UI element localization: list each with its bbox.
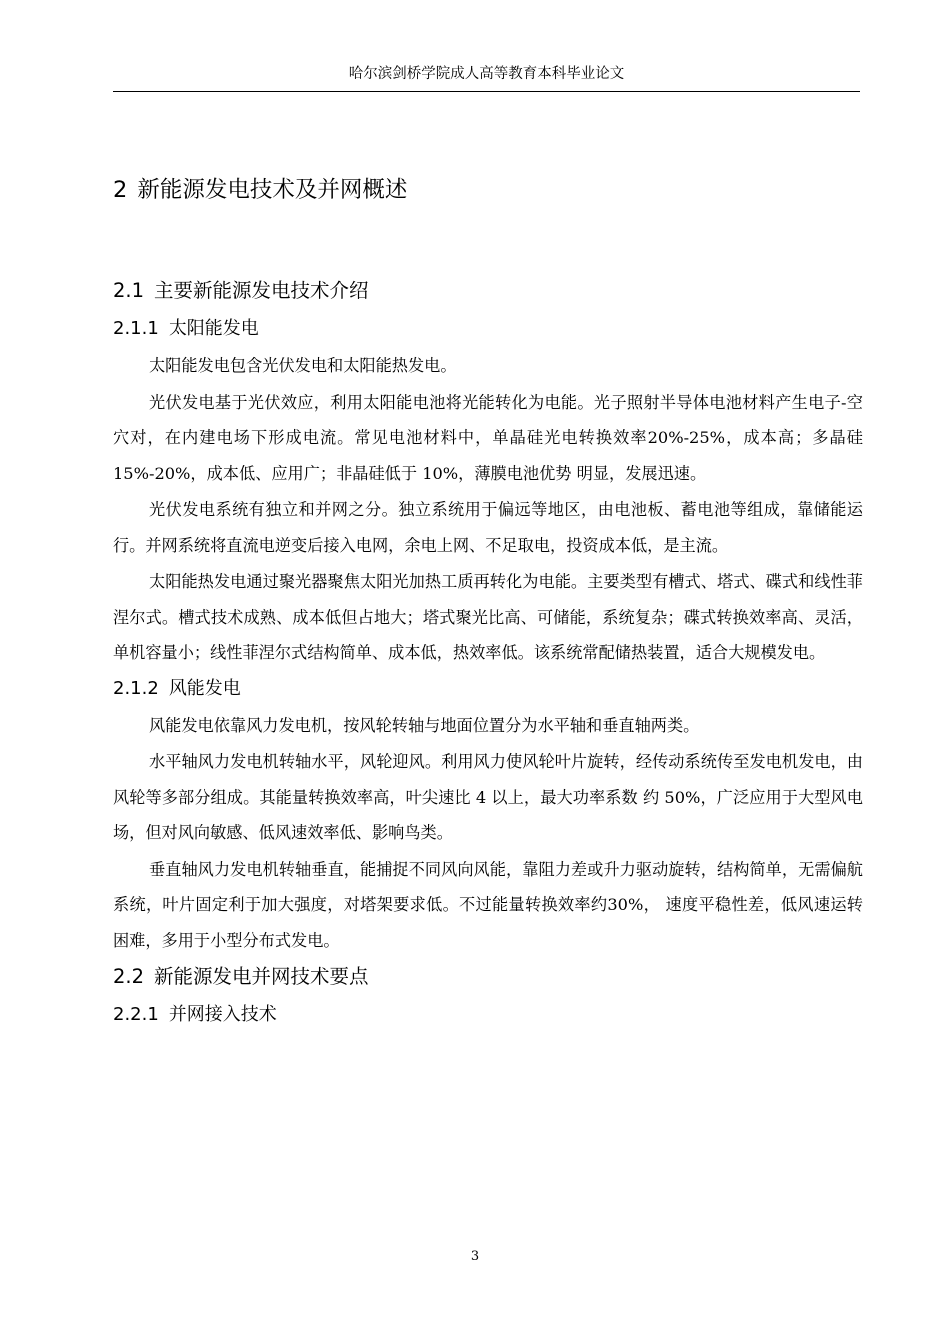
subsection-heading-2-2-1 — [113, 998, 863, 1032]
subsection-title: 并网接入技术 — [168, 1004, 277, 1025]
running-header — [113, 64, 860, 92]
page-number-value: 3 — [470, 1249, 480, 1264]
paragraph: 光伏发电系统有独立和并网之分。独立系统用于偏远等地区，由电池板、蓄电池等组成，靠储能运行。并网系统将直流电逆变后接入电网，余电上网、不足取电，投资成本低，是主流。 — [113, 500, 863, 555]
subsection-number: 2.2.1 — [113, 1004, 159, 1025]
subsection-title: 太阳能发电 — [168, 318, 259, 339]
subsection-number: 2.1.2 — [113, 677, 159, 699]
paragraph: 垂直轴风力发电机转轴垂直，能捕捉不同风向风能，靠阻力差或升力驱动旋转，结构简单，无需偏航系统，叶片固定利于加大强度，对塔架要求低。不过能量转换效率约30%， 速度平稳性差，低风速运转困难，多用于小型分布式发电。 — [113, 859, 863, 950]
chapter-number: 2 — [113, 177, 128, 203]
paragraph: 光伏发电基于光伏效应，利用太阳能电池将光能转化为电能。光子照射半导体电池材料产生电子-空穴对，在内建电场下形成电流。常见电池材料中，单晶硅光电转换效率20%-25%，成本高；多晶硅 15%-20%，成本低、应用广；非晶硅低于 10%，薄膜电池优势 明显，发展迅速。 — [113, 392, 863, 483]
page-number — [0, 1248, 950, 1266]
section-heading-2-1 — [113, 273, 863, 309]
section-title: 新能源发电并网技术要点 — [154, 965, 369, 988]
section-number: 2.1 — [113, 279, 145, 302]
page-body — [113, 170, 863, 1034]
subsection-number: 2.1.1 — [113, 318, 159, 339]
running-header-title: 哈尔滨剑桥学院成人高等教育本科毕业论文 — [348, 66, 625, 82]
subsection-heading-2-1-1 — [113, 312, 863, 346]
chapter-heading — [113, 170, 863, 210]
chapter-title: 新能源发电技术及并网概述 — [137, 177, 408, 203]
subsection-heading-2-1-2 — [113, 672, 863, 706]
section-heading-2-2 — [113, 959, 863, 995]
subsection-title: 风能发电 — [168, 677, 241, 699]
section-title: 主要新能源发电技术介绍 — [154, 279, 369, 302]
paragraph: 太阳能热发电通过聚光器聚焦太阳光加热工质再转化为电能。主要类型有槽式、塔式、碟式和线性菲涅尔式。槽式技术成熟、成本低但占地大；塔式聚光比高、可储能，系统复杂；碟式转换效率高、灵活，单机容量小；线性菲涅尔式结构简单、成本低，热效率低。该系统常配储热装置，适合大规模发电。 — [113, 572, 863, 662]
paragraph: 风能发电依靠风力发电机，按风轮转轴与地面位置分为水平轴和垂直轴两类。 — [149, 715, 700, 735]
paragraph: 太阳能发电包含光伏发电和太阳能热发电。 — [149, 356, 457, 375]
section-number: 2.2 — [113, 965, 145, 988]
paragraph: 水平轴风力发电机转轴水平，风轮迎风。利用风力使风轮叶片旋转，经传动系统传至发电机发电，由风轮等多部分组成。其能量转换效率高，叶尖速比 4 以上，最大功率系数 约 50%，广泛应用于大型风电场，但对风向敏感、低风速效率低、影响鸟类。 — [113, 752, 863, 842]
